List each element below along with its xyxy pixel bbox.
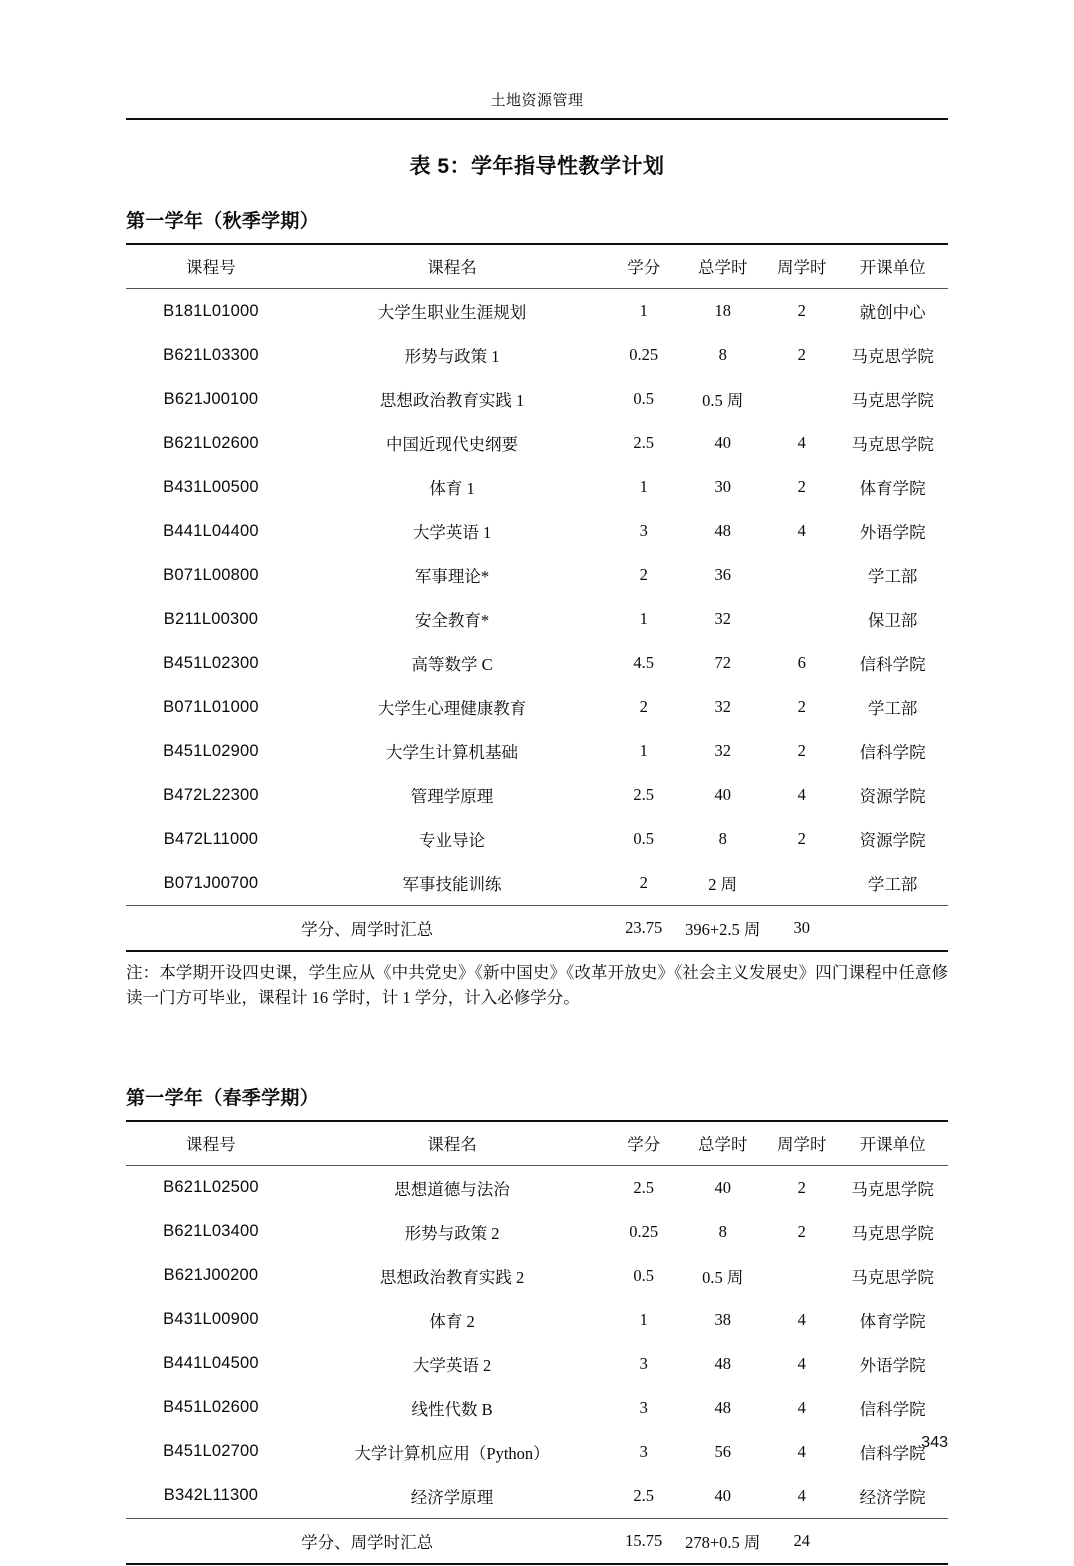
course-weekly-hours: 4: [797, 785, 806, 804]
course-code: B451L02900: [163, 741, 259, 760]
course-total-hours: 0.5 周: [702, 391, 744, 410]
header-rule: [126, 118, 948, 120]
table-row: [126, 1165, 948, 1210]
course-code: B451L02700: [163, 1442, 259, 1460]
course-name: 思想政治教育实践 1: [379, 391, 525, 410]
course-credits: 2.5: [633, 1177, 654, 1197]
course-unit: 就创中心: [859, 303, 926, 322]
table-row: [126, 1254, 948, 1298]
summary-row: [126, 906, 948, 952]
course-table-spring: [126, 1120, 948, 1565]
col-header-weekly-hours: 周学时: [777, 258, 827, 277]
course-weekly-hours: 6: [797, 653, 806, 672]
course-weekly-hours: 2: [797, 345, 806, 364]
col-header-weekly-hours: 周学时: [777, 1134, 827, 1154]
summary-unit: [837, 906, 948, 952]
course-total-hours: 40: [714, 1485, 731, 1505]
course-weekly-hours: 2: [797, 301, 806, 320]
course-unit: 资源学院: [859, 831, 926, 850]
course-name: 安全教育*: [414, 611, 490, 630]
summary-label: 学分、周学时汇总: [301, 920, 434, 939]
table-row: [126, 685, 948, 729]
course-code: B621L02500: [163, 1178, 259, 1196]
course-unit: 马克思学院: [851, 391, 934, 410]
course-code: B071L01000: [163, 697, 259, 716]
course-unit: 马克思学院: [851, 347, 934, 366]
col-header-name: 课程名: [427, 1134, 477, 1154]
course-name: 大学英语 2: [412, 1355, 492, 1375]
table-head-spring: [126, 1121, 948, 1166]
course-weekly-hours: 4: [797, 1309, 806, 1329]
course-name: 大学计算机应用（Python）: [354, 1443, 550, 1463]
course-code: B621L03400: [163, 1222, 259, 1240]
course-code: B451L02300: [163, 653, 259, 672]
course-unit: 马克思学院: [851, 1223, 934, 1243]
course-total-hours: 8: [718, 1221, 727, 1241]
course-weekly-hours: 4: [797, 433, 806, 452]
course-credits: 3: [639, 521, 648, 540]
course-credits: 0.25: [629, 1221, 659, 1241]
summary-weekly-hours: 30: [793, 918, 810, 937]
course-name: 中国近现代史纲要: [386, 435, 519, 454]
course-code: B441L04500: [163, 1354, 259, 1372]
course-total-hours: 48: [714, 1353, 731, 1373]
table-bottom-rule: [126, 951, 948, 952]
table-header-row: [126, 244, 948, 289]
course-name: 军事技能训练: [402, 875, 502, 894]
summary-unit: [837, 1518, 948, 1564]
col-header-credits: 学分: [627, 258, 661, 277]
course-code: B472L22300: [163, 785, 259, 804]
course-unit: 体育学院: [859, 479, 926, 498]
course-credits: 3: [639, 1441, 648, 1461]
course-credits: 2: [639, 697, 648, 716]
table-row: [126, 641, 948, 685]
course-unit: 马克思学院: [851, 435, 934, 454]
course-weekly-hours: 2: [797, 697, 806, 716]
col-header-code: 课程号: [185, 1134, 237, 1154]
page-number: 343: [921, 1434, 948, 1451]
course-unit: 学工部: [867, 699, 918, 718]
course-weekly-hours: 2: [797, 1221, 806, 1241]
course-total-hours: 38: [714, 1309, 731, 1329]
col-header-code: 课程号: [185, 258, 237, 277]
table-row: [126, 553, 948, 597]
summary-total-hours: 278+0.5 周: [685, 1532, 761, 1552]
col-header-credits: 学分: [627, 1134, 661, 1154]
course-total-hours: 36: [714, 565, 731, 584]
course-code: B211L00300: [163, 609, 259, 628]
section-heading-autumn: 第一学年（秋季学期）: [126, 211, 320, 232]
course-credits: 0.5: [633, 829, 654, 848]
course-weekly-hours: 4: [797, 1441, 806, 1461]
course-table-autumn: [126, 243, 948, 952]
course-credits: 0.5: [633, 1265, 654, 1285]
course-unit: 信科学院: [859, 655, 926, 674]
section-heading-spring: 第一学年（春季学期）: [126, 1087, 320, 1109]
course-credits: 1: [639, 741, 648, 760]
course-weekly-hours: 4: [797, 1397, 806, 1417]
table-row: [126, 817, 948, 861]
course-name: 形势与政策 2: [404, 1223, 500, 1243]
table-row: [126, 421, 948, 465]
course-unit: 经济学院: [859, 1487, 926, 1507]
table-row: [126, 861, 948, 906]
course-total-hours: 40: [714, 433, 731, 452]
course-name: 体育 1: [429, 479, 475, 498]
course-total-hours: 40: [714, 785, 731, 804]
course-name: 管理学原理: [410, 787, 494, 806]
table-row: [126, 509, 948, 553]
course-credits: 2: [639, 873, 648, 892]
col-header-total-hours: 总学时: [697, 1134, 748, 1154]
table-row: [126, 729, 948, 773]
course-total-hours: 8: [718, 345, 727, 364]
col-header-name: 课程名: [427, 258, 477, 277]
course-code: B431L00900: [163, 1310, 259, 1328]
summary-weekly-hours: 24: [793, 1530, 810, 1550]
course-unit: 马克思学院: [851, 1179, 934, 1199]
table-header-row: [126, 1121, 948, 1166]
course-code: B181L01000: [163, 301, 259, 320]
course-credits: 2.5: [633, 785, 654, 804]
course-code: B621L02600: [163, 433, 259, 452]
course-name: 线性代数 B: [411, 1399, 493, 1419]
table-row: [126, 1298, 948, 1342]
table-row: [126, 1210, 948, 1254]
course-total-hours: 8: [718, 829, 727, 848]
table-note-autumn: 注：本学期开设四史课，学生应从《中共党史》《新中国史》《改革开放史》《社会主义发展史》四门课程中任意修读一门方可毕业，课程计 16 学时，计 1 学分，计入必修学分。: [126, 963, 948, 1007]
table-row: [126, 289, 948, 334]
course-weekly-hours: 2: [797, 829, 806, 848]
table-row: [126, 465, 948, 509]
summary-credits: 15.75: [625, 1530, 663, 1550]
course-total-hours: 30: [714, 477, 731, 496]
table-body-autumn: [126, 289, 948, 906]
course-unit: 保卫部: [867, 611, 918, 630]
table-foot-spring: [126, 1518, 948, 1565]
course-name: 形势与政策 1: [404, 347, 500, 366]
course-credits: 2: [639, 565, 648, 584]
col-header-unit: 开课单位: [859, 1134, 926, 1154]
course-total-hours: 48: [714, 521, 731, 540]
course-code: B621J00100: [163, 389, 259, 408]
course-unit: 学工部: [867, 567, 918, 586]
course-total-hours: 72: [714, 653, 731, 672]
col-header-total-hours: 总学时: [697, 258, 748, 277]
table-bottom-rule: [126, 1564, 948, 1565]
course-total-hours: 32: [714, 609, 731, 628]
course-unit: 马克思学院: [851, 1267, 934, 1287]
course-credits: 3: [639, 1353, 648, 1373]
course-weekly-hours: [766, 861, 837, 906]
course-unit: 资源学院: [859, 787, 926, 806]
course-weekly-hours: [766, 553, 837, 597]
course-code: B621J00200: [163, 1266, 259, 1284]
table-head-autumn: [126, 244, 948, 289]
course-code: B451L02600: [163, 1398, 259, 1416]
course-name: 体育 2: [429, 1311, 475, 1331]
course-unit: 外语学院: [859, 523, 926, 542]
col-header-unit: 开课单位: [859, 258, 926, 277]
course-unit: 学工部: [867, 875, 918, 894]
course-unit: 信科学院: [859, 1399, 926, 1419]
summary-total-hours: 396+2.5 周: [685, 920, 761, 939]
course-name: 大学英语 1: [412, 523, 492, 542]
table-row: [126, 333, 948, 377]
course-name: 大学生计算机基础: [386, 743, 519, 762]
course-total-hours: 56: [714, 1441, 731, 1461]
course-weekly-hours: 2: [797, 741, 806, 760]
summary-label: 学分、周学时汇总: [301, 1532, 434, 1552]
table-row: [126, 1386, 948, 1430]
course-name: 大学生心理健康教育: [377, 699, 527, 718]
table-row: [126, 377, 948, 421]
table-row: [126, 1474, 948, 1519]
course-weekly-hours: [766, 1254, 837, 1298]
course-weekly-hours: [766, 597, 837, 641]
course-code: B441L04400: [163, 521, 259, 540]
running-header: [126, 0, 948, 110]
course-credits: 4.5: [633, 653, 654, 672]
table-row: [126, 597, 948, 641]
course-credits: 0.5: [633, 389, 654, 408]
summary-credits: 23.75: [625, 918, 663, 937]
course-total-hours: 18: [714, 301, 731, 320]
course-credits: 1: [639, 301, 648, 320]
course-weekly-hours: 2: [797, 477, 806, 496]
course-code: B071J00700: [163, 873, 259, 892]
course-total-hours: 48: [714, 1397, 731, 1417]
course-weekly-hours: 2: [797, 1177, 806, 1197]
course-unit: 信科学院: [859, 743, 926, 762]
table-row: [126, 1342, 948, 1386]
course-weekly-hours: [766, 377, 837, 421]
course-name: 思想政治教育实践 2: [379, 1267, 525, 1287]
course-code: B472L11000: [163, 829, 259, 848]
course-code: B342L11300: [163, 1486, 259, 1504]
course-code: B071L00800: [163, 565, 259, 584]
table-foot-autumn: [126, 906, 948, 953]
course-total-hours: 40: [714, 1177, 731, 1197]
course-credits: 1: [639, 477, 648, 496]
course-unit: 信科学院: [859, 1443, 926, 1463]
course-name: 经济学原理: [410, 1487, 494, 1507]
course-name: 专业导论: [419, 831, 486, 850]
course-total-hours: 0.5 周: [702, 1267, 744, 1287]
course-credits: 1: [639, 1309, 648, 1329]
course-weekly-hours: 4: [797, 1353, 806, 1373]
course-unit: 外语学院: [859, 1355, 926, 1375]
running-header-title: 土地资源管理: [490, 93, 584, 109]
course-name: 思想道德与法治: [394, 1179, 510, 1199]
course-credits: 2.5: [633, 433, 654, 452]
page-title: 表 5：学年指导性教学计划: [409, 155, 665, 178]
course-code: B431L00500: [163, 477, 259, 496]
course-credits: 3: [639, 1397, 648, 1417]
course-code: B621L03300: [163, 345, 259, 364]
table-row: [126, 1430, 948, 1474]
course-total-hours: 2 周: [708, 875, 738, 894]
table-body-spring: [126, 1165, 948, 1518]
course-total-hours: 32: [714, 741, 731, 760]
course-name: 高等数学 C: [411, 655, 493, 674]
table-row: [126, 773, 948, 817]
summary-row: [126, 1518, 948, 1564]
course-weekly-hours: 4: [797, 521, 806, 540]
course-weekly-hours: 4: [797, 1485, 806, 1505]
course-credits: 2.5: [633, 1485, 654, 1505]
course-credits: 0.25: [629, 345, 659, 364]
course-total-hours: 32: [714, 697, 731, 716]
course-name: 军事理论*: [414, 567, 490, 586]
course-name: 大学生职业生涯规划: [377, 303, 527, 322]
course-unit: 体育学院: [859, 1311, 926, 1331]
course-credits: 1: [639, 609, 648, 628]
